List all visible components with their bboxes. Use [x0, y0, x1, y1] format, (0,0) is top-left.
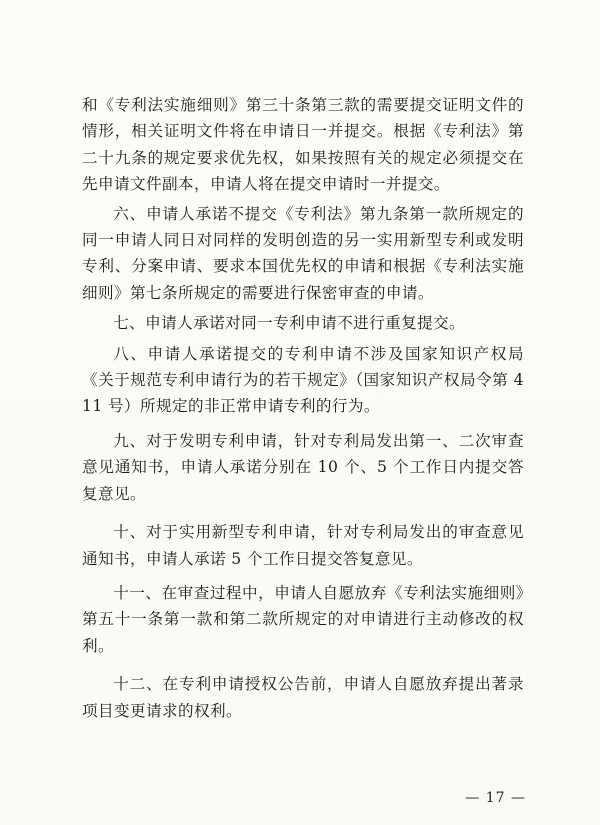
paragraph-item-12: 十二、在专利申请授权公告前，申请人自愿放弃提出著录项目变更请求的权利。: [82, 675, 524, 720]
paragraph-item-8: 八、申请人承诺提交的专利申请不涉及国家知识产权局《关于规范专利申请行为的若干规定》（国家知识产权局令第 411 号）所规定的非正常申请专利的行为。: [82, 344, 524, 416]
paragraph-item-9: 九、对于发明专利申请，针对专利局发出第一、二次审查意见通知书，申请人承诺分别在 10 个、5 个工作日内提交答复意见。: [82, 431, 524, 503]
paragraph-item-11: 十一、在审查过程中，申请人自愿放弃《专利法实施细则》第五十一条第一款和第二款所规定的对申请进行主动修改的权利。: [82, 583, 524, 655]
page-number: — 17 —: [465, 790, 526, 806]
document-body: [82, 92, 524, 724]
paragraph-item-7: 七、申请人承诺对同一专利申请不进行重复提交。: [113, 314, 466, 333]
paragraph-item-10: 十、对于实用新型专利申请，针对专利局发出的审查意见通知书，申请人承诺 5 个工作日提交答复意见。: [82, 523, 524, 568]
paragraph-continuation: 和《专利法实施细则》第三十条第三款的需要提交证明文件的情形，相关证明文件将在申请日一并提交。根据《专利法》第二十九条的规定要求优先权，如果按照有关的规定必须提交在先申请文件副本，申请人将在提交申请时一并提交。: [82, 96, 524, 194]
paragraph-item-6: 六、申请人承诺不提交《专利法》第九条第一款所规定的同一申请人同日对同样的发明创造的另一实用新型专利或发明专利、分案申请、要求本国优先权的申请和根据《专利法实施细则》第七条所规定的需要进行保密审查的申请。: [82, 204, 524, 302]
